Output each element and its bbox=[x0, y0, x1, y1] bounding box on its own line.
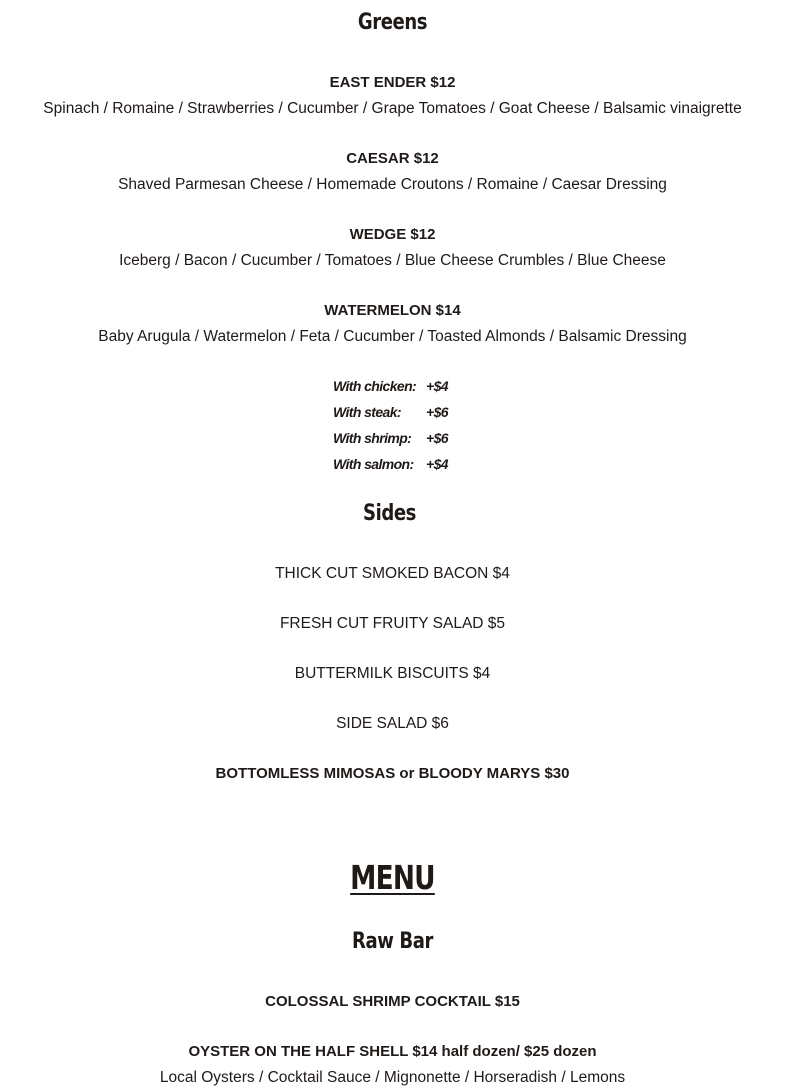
side-item-bacon: THICK CUT SMOKED BACON $4 bbox=[275, 565, 510, 582]
greens-item-east-ender-name: EAST ENDER $12 bbox=[329, 74, 456, 91]
addon-label: With chicken: bbox=[333, 378, 417, 394]
addon-label: With shrimp: bbox=[333, 430, 412, 446]
addon-row-salmon bbox=[333, 456, 448, 472]
greens-title: Greens bbox=[357, 10, 428, 35]
raw-bar-item-oysters-desc: Local Oysters / Cocktail Sauce / Mignonette / Horseradish / Lemons bbox=[159, 1069, 626, 1086]
greens-item-watermelon-name: WATERMELON $14 bbox=[324, 302, 461, 319]
greens-item-wedge-desc: Iceberg / Bacon / Cucumber / Tomatoes / Blue Cheese Crumbles / Blue Cheese bbox=[119, 252, 666, 269]
side-item-biscuits: BUTTERMILK BISCUITS $4 bbox=[294, 665, 491, 682]
addon-row-chicken bbox=[333, 378, 448, 394]
side-item-fruit-salad: FRESH CUT FRUITY SALAD $5 bbox=[279, 615, 506, 632]
addon-label: With steak: bbox=[333, 404, 401, 420]
raw-bar-title: Raw Bar bbox=[352, 929, 433, 954]
greens-item-wedge-name: WEDGE $12 bbox=[349, 226, 436, 243]
addon-price: +$6 bbox=[426, 404, 448, 420]
raw-bar-item-oysters-name: OYSTER ON THE HALF SHELL $14 half dozen/ $25 dozen bbox=[188, 1043, 597, 1060]
sides-special-drinks: BOTTOMLESS MIMOSAS or BLOODY MARYS $30 bbox=[215, 765, 570, 782]
raw-bar-item-shrimp-cocktail: COLOSSAL SHRIMP COCKTAIL $15 bbox=[265, 993, 520, 1010]
greens-item-caesar-desc: Shaved Parmesan Cheese / Homemade Croutons / Romaine / Caesar Dressing bbox=[118, 176, 667, 193]
greens-item-east-ender-desc: Spinach / Romaine / Strawberries / Cucumber / Grape Tomatoes / Goat Cheese / Balsamic vinaigrette bbox=[43, 100, 742, 117]
greens-item-watermelon-desc: Baby Arugula / Watermelon / Feta / Cucumber / Toasted Almonds / Balsamic Dressing bbox=[98, 328, 687, 345]
menu-title: MENU bbox=[350, 858, 435, 897]
sides-title: Sides bbox=[362, 501, 417, 526]
addon-label: With salmon: bbox=[333, 456, 414, 472]
addon-price: +$4 bbox=[426, 456, 448, 472]
addon-row-shrimp bbox=[333, 430, 448, 446]
addon-price: +$4 bbox=[426, 378, 448, 394]
addon-price: +$6 bbox=[426, 430, 448, 446]
addon-row-steak bbox=[333, 404, 448, 420]
greens-item-caesar-name: CAESAR $12 bbox=[346, 150, 439, 167]
side-item-side-salad: SIDE SALAD $6 bbox=[336, 715, 449, 732]
